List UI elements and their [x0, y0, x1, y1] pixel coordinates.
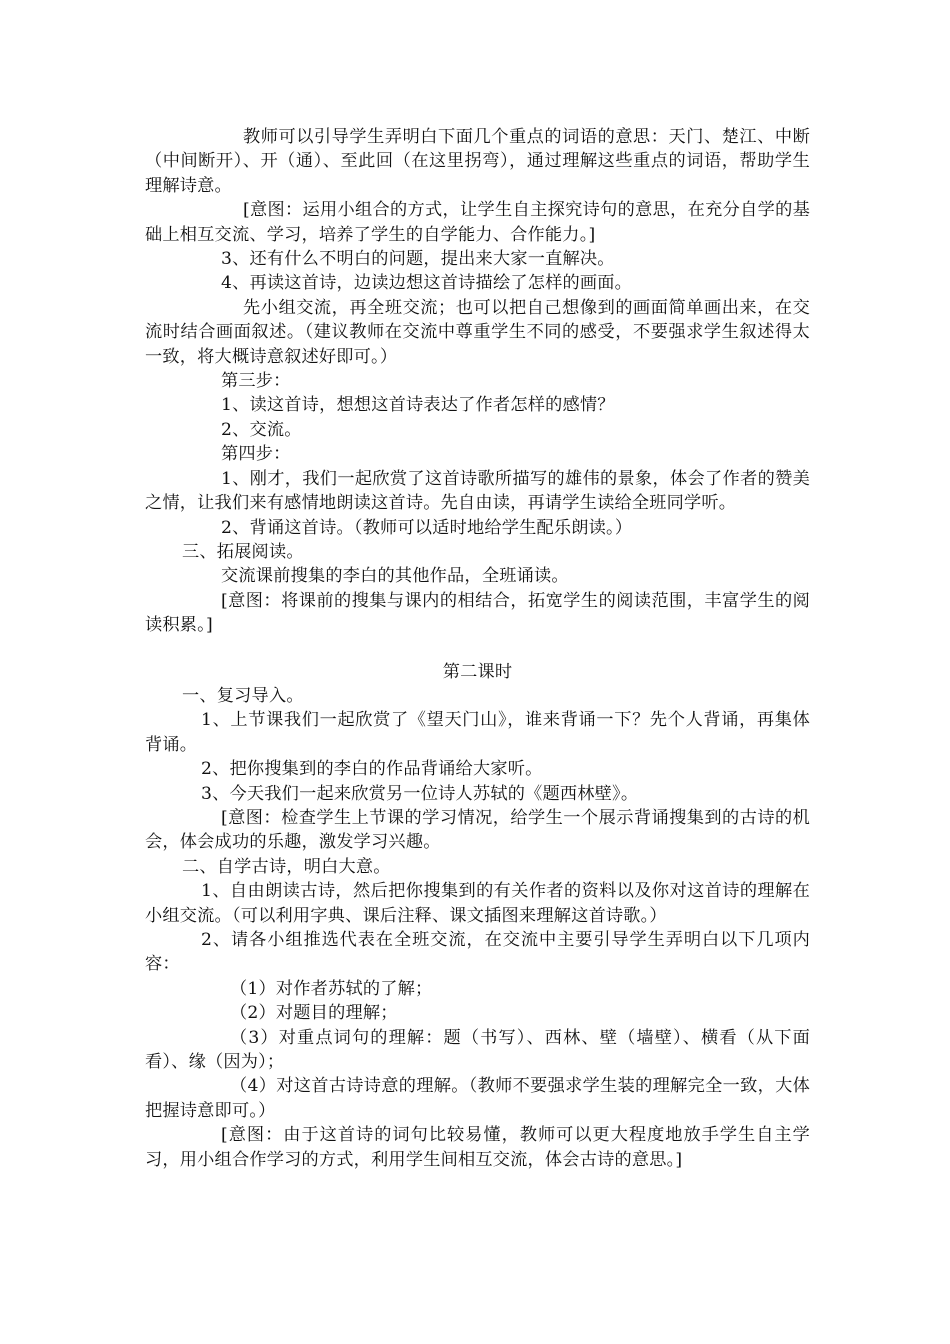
document-body: [145, 125, 810, 1172]
paragraph: 三、拓展阅读。: [182, 541, 304, 562]
paragraph: （1）对作者苏轼的了解；: [230, 978, 433, 999]
paragraph: 1、自由朗读古诗，然后把你搜集到的有关作者的资料以及你对这首诗的理解在小组交流。（可以利用字典、课后注释、课文插图来理解这首诗歌。）: [145, 881, 810, 926]
lesson-one-section: [145, 125, 810, 638]
paragraph: [意图：将课前的搜集与课内的相结合，拓宽学生的阅读范围，丰富学生的阅读积累。]: [145, 590, 810, 636]
paragraph: 先小组交流，再全班交流；也可以把自己想像到的画面简单画出来，在交流时结合画面叙述。（建议教师在交流中尊重学生不同的感受，不要强求学生叙述得太一致，将大概诗意叙述好即可。）: [145, 297, 810, 367]
paragraph: 第三步：: [221, 371, 291, 392]
paragraph: 交流课前搜集的李白的其他作品，全班诵读。: [221, 566, 569, 587]
paragraph: 1、上节课我们一起欣赏了《望天门山》，谁来背诵一下？先个人背诵，再集体背诵。: [145, 710, 810, 755]
paragraph: （2）对题目的理解；: [230, 1003, 398, 1024]
paragraph: 3、今天我们一起来欣赏另一位诗人苏轼的《题西林壁》。: [201, 783, 639, 804]
paragraph: 一、复习导入。: [182, 685, 304, 706]
paragraph: 第四步：: [221, 444, 291, 465]
paragraph: 3、还有什么不明白的问题，提出来大家一直解决。: [221, 249, 615, 270]
paragraph: 1、刚才，我们一起欣赏了这首诗歌所描写的雄伟的景象，体会了作者的赞美之情，让我们来有感情地朗读这首诗。先自由读，再请学生读给全班同学听。: [145, 468, 810, 514]
paragraph: 4、再读这首诗，边读边想这首诗描绘了怎样的画面。: [221, 273, 633, 294]
paragraph: 二、自学古诗，明白大意。: [182, 856, 391, 877]
section-title: 第二课时: [442, 661, 513, 682]
paragraph: 2、请各小组推选代表在全班交流，在交流中主要引导学生弄明白以下几项内容：: [145, 930, 810, 975]
lesson-two-section: [145, 684, 810, 1172]
paragraph: [意图：运用小组合的方式，让学生自主探究诗句的意思，在充分自学的基础上相互交流、学习，培养了学生的自学能力、合作能力。]: [145, 200, 810, 245]
section-gap: [145, 638, 810, 660]
paragraph: （3）对重点词句的理解：题（书写）、西林、壁（墙壁）、横看（从下面看）、缘（因为）；: [145, 1027, 810, 1073]
paragraph: [意图：由于这首诗的词句比较易懂，教师可以更大程度地放手学生自主学习，用小组合作学习的方式，利用学生间相互交流，体会古诗的意思。]: [145, 1125, 810, 1170]
paragraph: 教师可以引导学生弄明白下面几个重点的词语的意思：天门、楚江、中断（中间断开）、开（通）、至此回（在这里拐弯），通过理解这些重点的词语，帮助学生理解诗意。: [145, 127, 810, 196]
paragraph: 1、读这首诗，想想这首诗表达了作者怎样的感情？: [221, 395, 615, 416]
paragraph: 2、交流。: [221, 419, 302, 440]
paragraph: 2、把你搜集到的李白的作品背诵给大家听。: [201, 759, 543, 780]
paragraph: 2、背诵这首诗。（教师可以适时地给学生配乐朗读。）: [221, 517, 633, 538]
paragraph: （4）对这首古诗诗意的理解。（教师不要强求学生装的理解完全一致，大体把握诗意即可。）: [145, 1076, 810, 1121]
paragraph: [意图：检查学生上节课的学习情况，给学生一个展示背诵搜集到的古诗的机会，体会成功的乐趣，激发学习兴趣。: [145, 807, 810, 853]
